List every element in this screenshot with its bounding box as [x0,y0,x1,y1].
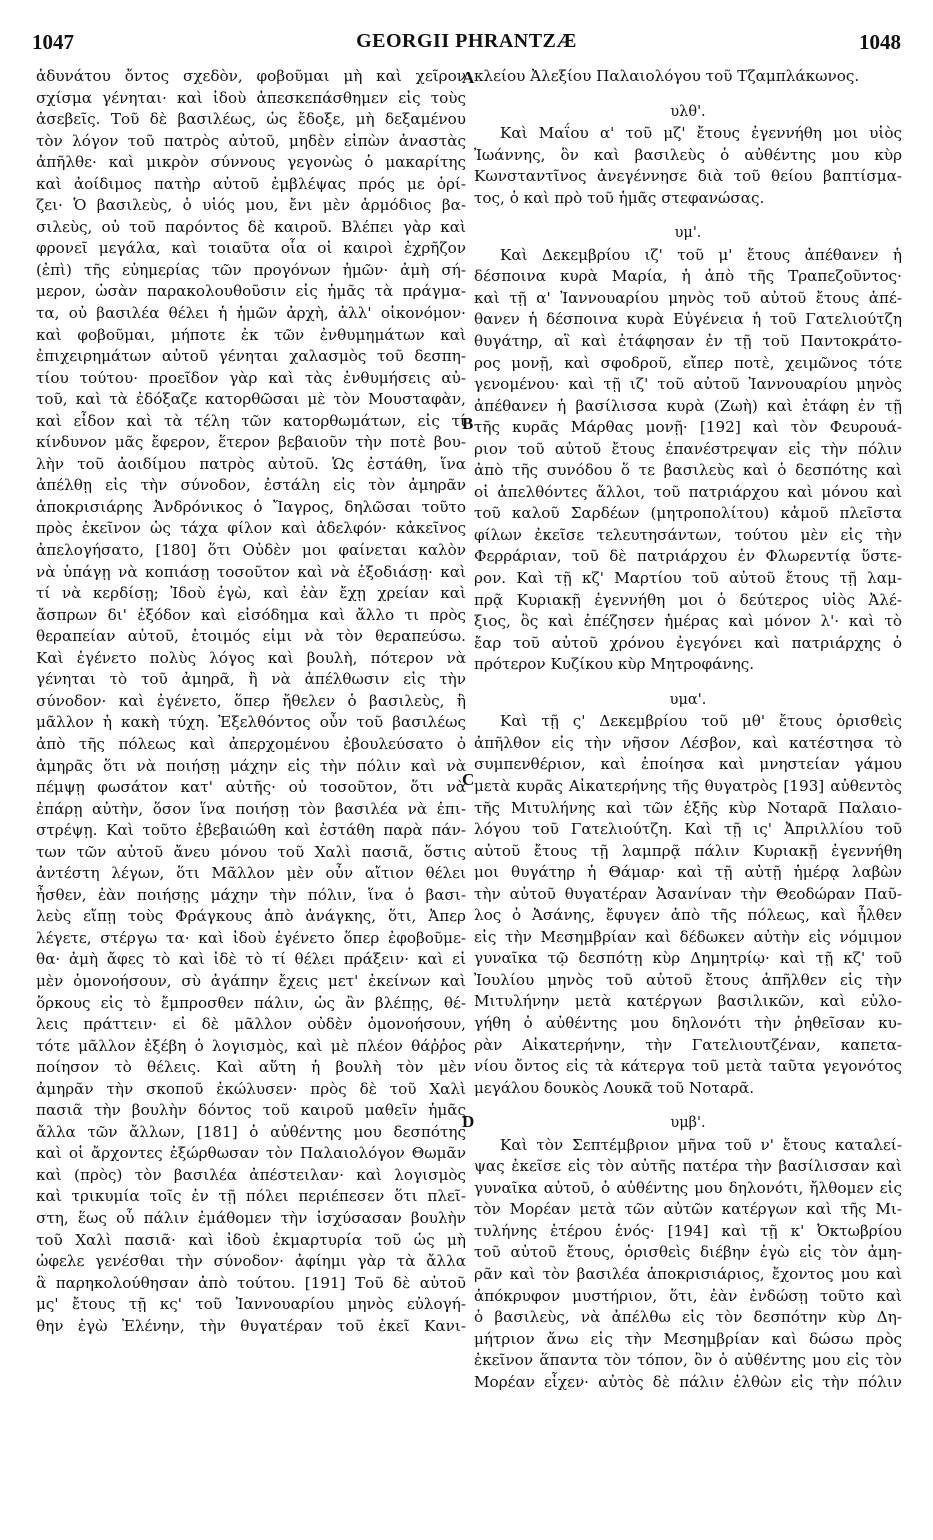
section-gap [474,209,902,223]
right-column [474,66,902,1393]
text-line: τοῦ, καὶ τὰ ἐδόξαζε κατορθῶσαι μὲ τὸν Μουσταφὰν, [36,390,466,409]
text-line: γενομένου· καὶ τῇ ιζ' τοῦ αὐτοῦ Ἰαννουαρίου μηνὸς [474,375,902,394]
margin-marker-a: A [462,68,475,87]
text-line: ἃ παρηκολούθησαν ἀπὸ τούτου. [191] Τοῦ δὲ αὐτοῦ [36,1273,466,1292]
text-line: Καὶ Μαΐου α' τοῦ μζ' ἔτους ἐγεννήθη μοι υἱὸς [500,124,902,143]
text-line: ἀμηρᾶν τὴν σκοποῦ ἐκώλυσεν· πρὸς δὲ τοῦ Χαλὶ [36,1079,466,1098]
text-line: πασιᾶ τὴν βουλὴν δόντος τοῦ καιροῦ μαθεῖν ἡμᾶς [36,1101,466,1120]
text-line: καὶ (πρὸς) τὸν βασιλέα ἀπέστειλαν· καὶ λογισμὸς [36,1165,466,1184]
section-number: υμα'. [669,691,707,708]
text-line: ἀποκρισιάρης Ἀνδρόνικος ὁ Ἴαγρος, δηλῶσαι τοῦτο [36,497,466,516]
text-line: ἀδυνάτου ὄντος σχεδὸν, φοβοῦμαι μὴ καὶ χεῖρον [36,67,466,85]
text-line: ρον. Καὶ τῇ κζ' Μαρτίου τοῦ αὐτοῦ ἔτους τῇ λαμ- [474,569,902,588]
text-line: καὶ εἶδον καὶ τὰ τέλη τῶν κατορθωμάτων, εἰς τί [36,411,466,430]
section-number: υλθ'. [670,103,706,120]
text-line: γυναῖκα τῷ δεσπότῃ κὺρ Δημητρίῳ· καὶ τῇ κζ' τοῦ [474,949,902,968]
text-line: ἐκεῖνον ἅπαντα τὸν τόπον, ὃν ὁ αὐθέντης μου εἰς τὸν [474,1351,902,1370]
text-line: τῆς κυρᾶς Μάρθας μονῇ· [192] καὶ τὸν Φευρουά- [474,418,902,437]
text-line: ρᾶν καὶ τὸν βασιλέα ἀποκρισιάριος, ἔχοντος μου καὶ [474,1264,902,1283]
text-line: ἀμηρᾶς ὅτι νὰ ποιήσῃ μάχην εἰς τὴν πόλιν καὶ νὰ [36,756,466,775]
text-line: μετὰ κυρᾶς Αἰκατερήνης τῆς θυγατρὸς [193] αὐθεντὸς [474,776,902,795]
text-line: Μορέαν εἶχεν· αὐτὸς δὲ πάλιν ἐλθὼν εἰς τὴν πόλιν [474,1372,902,1391]
text-line: γυναῖκα αὐτοῦ, ὁ αὐθέντης μου δηλονότι, ἤλθομεν εἰς [474,1178,902,1197]
text-line: καὶ οἱ ἄρχοντες ἐξώρθωσαν τὸν Παλαιολόγον Θωμᾶν [36,1144,466,1163]
text-line: λὴν τοῦ ἀοιδίμου πατρὸς αὐτοῦ. Ὡς ἐστάθη, ἵνα [36,454,466,473]
text-line: ξιος, ὃς καὶ ἐπέζησεν ἡμέρας καὶ μόνον λ'· καὶ τὸ [474,612,902,631]
text-line: στη, ἕως οὗ πάλιν ἐμάθομεν τὴν ἰσχύσασαν βουλὴν [36,1208,466,1227]
text-line: τῆς Μιτυλήνης καὶ τῶν ἑξῆς κὺρ Νοταρᾶ Παλαιο- [474,798,902,817]
text-line: πρᾷ Κυριακῇ ἐγεννήθη μοι ὁ δεύτερος υἱὸς Ἀλέ- [474,590,902,609]
margin-marker-b: B [462,414,474,433]
text-line: ζει· Ὁ βασιλεὺς, ὁ υἱός μου, ἔνι μὲν ἁρμόδιος βα- [36,196,466,215]
text-line: ἀπόκρυφον μυστήριον, ὅτι, ἐὰν ἐνδώσῃ τοῦτο καὶ [474,1286,902,1305]
running-title: GEORGII PHRANTZÆ [356,30,577,52]
text-line: θα· ἀμὴ ἄφες τὸ καὶ ἰδὲ τὸ τί θέλει πράξειν· καὶ εἰ [36,950,466,969]
text-line: κλείου Ἀλεξίου Παλαιολόγου τοῦ Τζαμπλάκωνος. [474,67,860,85]
text-line: ριον τοῦ αὐτοῦ ἔτους ἐπανέστρεψαν εἰς τὴν πόλιν [474,439,902,458]
text-line: τίου τούτου· προεῖδον γὰρ καὶ τὰς ἐνθυμήσεις αὐ- [36,368,466,387]
text-line: τί νὰ κερδίσῃ; Ἰδοὺ ἐγὼ, καὶ ἐὰν ἔχῃ χρείαν καὶ [36,584,466,603]
text-line: δέσποινα κυρὰ Μαρία, ἡ ἀπὸ τῆς Τραπεζοῦντος· [474,267,902,286]
text-line: τοῦ αὐτοῦ ἔτους, ὁρισθεὶς διέβην ἐγὼ εἰς τὸν ἀμη- [474,1243,902,1262]
text-line: τὴν αὐτοῦ θυγατέραν Ἀσανίναν τὴν Θεοδώραν Παῦ- [474,884,902,903]
text-line: θυγάτηρ, αἳ καὶ ἐτάφησαν ἐν τῇ τοῦ Παντοκράτο- [474,332,902,351]
text-line: ἔαρ τοῦ αὐτοῦ χρόνου ἐγεγόνει καὶ πατριάρχης ὁ [474,633,902,652]
text-line: Καὶ τῇ ς' Δεκεμβρίου τοῦ μθ' ἔτους ὁρισθεὶς [500,712,902,731]
text-line: γένηται τὸ τοῦ ἀμηρᾶ, ἢ νὰ ἀπέλθωσιν εἰς τὴν [36,670,466,689]
text-line: ἐπιχειρημάτων αὐτοῦ γένηται χαλασμὸς τοῦ δεσπη- [36,347,466,366]
text-line: μερον, ὡσὰν παρακολουθοῦσιν εἰς ἡμᾶς τὰ πράγμα- [36,282,466,301]
text-line: ἀπῆλθε· καὶ μικρὸν σύννους γεγονὼς ὁ μακαρίτης [36,153,466,172]
text-line: πέμψῃ φωσάτον κατ' αὐτῆς· οὐ τοσοῦτον, ὅτι νὰ [36,778,466,797]
section-gap [474,676,902,690]
text-line: συμπενθέριον, καὶ ἐποίησα καὶ μνηστείαν γάμου [474,755,902,774]
text-line: τὸν λόγον τοῦ πατρὸς αὐτοῦ, μηδὲν εἰπὼν ἀναστὰς [36,131,466,150]
text-line: ἄλλα τῶν ἄλλων, [181] ὁ αὐθέντης μου δεσπότης [36,1122,466,1141]
running-head [28,30,905,58]
text-line: ἀσεβεῖς. Τοῦ δὲ βασιλέως, ὡς ἔδοξε, μὴ δεξαμένου [36,110,466,129]
text-line: θην ἐγὼ Ἐλένην, τὴν θυγατέραν τοῦ ἐκεῖ Κανι- [36,1316,466,1335]
text-line: φίλων ἐκεῖσε τελευτησάντων, τούτου μὲν εἰς τὴν [474,525,902,544]
text-line: ὠφελε γενέσθαι τὴν σύνοδον· ἀφίημι γὰρ τὰ ἄλλα [36,1252,466,1271]
text-line: (ἐπὶ) τῆς εὐημερίας τῶν προγόνων ἡμῶν· ἀμὴ σή- [36,260,466,279]
text-line: λος ὁ Ἀσάνης, ἔφυγεν ἀπὸ τῆς πόλεως, καὶ ἦλθεν [474,906,902,925]
text-line: σιλεὺς, οὐ τοῦ παρόντος δὲ καιροῦ. Βλέπει γὰρ καὶ [36,217,466,236]
text-line: Καὶ Δεκεμβρίου ιζ' τοῦ μ' ἔτους ἀπέθανεν ἡ [500,245,902,264]
text-line: Καὶ ἐγένετο πολὺς λόγος καὶ βουλὴ, πότερον νὰ [36,648,466,667]
text-line: μς' ἔτους τῇ κς' τοῦ Ἰαννουαρίου μηνὸς εὐλογή- [36,1295,466,1314]
text-line: ἄσπρων δι' ἐξόδον καὶ εἰσόδημα καὶ ἄλλο τι πρὸς [36,605,466,624]
text-line: μοι θυγάτηρ ἡ Θάμαρ· καὶ τῇ αὐτῇ ἡμέρᾳ λαβὼν [474,863,902,882]
text-line: Ἰωάννης, ὃν καὶ βασιλεὺς ὁ αὐθέντης μου κὺρ [474,145,902,164]
text-line: μᾶλλον ἡ κακὴ τύχη. Ἐξελθόντος οὖν τοῦ βασιλέως [36,713,466,732]
text-line: ρὰν Αἰκατερήνην, τὴν Γατελιουτζέναν, καπετα- [474,1035,902,1054]
text-line: τὸν Μορέαν μετὰ τῶν αὐτῶν κατέργων καὶ τῆς Μι- [474,1200,902,1219]
text-line: καὶ ἀοίδιμος πατὴρ αὐτοῦ ἐμβλέψας πρός με ὁρί- [36,174,466,193]
text-line: κίνδυνον μᾶς ἔφερον, ἕτερον βεβαιοῦν τὴν ποτὲ βου- [36,433,466,452]
text-line: τοῦ Χαλὶ πασιᾶ· καὶ ἰδοὺ ἐκμαρτυρία τοῦ ὡς μὴ [36,1230,466,1249]
page-number-left: 1047 [32,30,74,54]
text-line: τος, ὁ καὶ πρὸ τοῦ ἡμᾶς στεφανώσας. [474,188,765,207]
left-column [36,66,466,1337]
text-line: ἀπῆλθον εἰς τὴν νῆσον Λέσβον, καὶ κατέστησα τὸ [474,733,902,752]
text-line: ρος μονῇ, καὶ σφοδροῦ, εἴπερ ποτὲ, χειμῶνος τότε [474,353,902,372]
text-line: θεραπείαν αὐτοῦ, ἑτοιμός εἰμι νὰ τὸν θεραπεύσω. [36,627,466,646]
text-line: ἀπέλθῃ εἰς τὴν σύνοδον, ἐστάλη εἰς τὸν ἀμηρᾶν [36,476,466,495]
text-line: λεὺς εἴπῃ τοὺς Φράγκους ἀπὸ ἀνάγκης, ὅτι, Ἀπερ [36,907,466,926]
text-line: Κωνσταντῖνος ἀνεγέννησε διὰ τοῦ θείου βαπτίσμα- [474,167,902,186]
text-line: Μιτυλήνην μετὰ κατέργων βασιλικῶν, καὶ εὐλο- [474,992,902,1011]
text-line: καὶ τῇ α' Ἰαννουαρίου μηνὸς τοῦ αὐτοῦ ἔτους ἀπέ- [474,288,902,307]
text-line: λέγετε, στέργω τα· καὶ ἰδοὺ ἐγένετο ὅπερ ἐφοβοῦμε- [36,928,466,947]
section-number: υμβ'. [670,1115,706,1132]
text-line: πρὸς ἐκεῖνον ὡς τάχα φίλον καὶ ἀδελφόν· κἀκεῖνος [36,519,466,538]
text-line: μεγάλου δουκὸς Λουκᾶ τοῦ Νοταρᾶ. [474,1078,755,1097]
text-line: λεις πράττειν· εἰ δὲ μᾶλλον οὐδὲν ὁμονοήσουν, [36,1015,466,1034]
text-line: μὲν ὁμονοήσουν, σὺ ἀγάπην ἔχεις μετ' ἐκείνων καὶ [36,971,466,990]
text-line: Ἰουλίου μηνὸς τοῦ αὐτοῦ ἔτους ἀπῆλθεν εἰς τὴν [474,970,902,989]
text-line: μήτριον ἄνω εἰς τὴν Μεσημβρίαν καὶ δώσω πρὸς [474,1329,902,1348]
text-line: ποίησον τὸ θέλεις. Καὶ αὕτη ἡ βουλὴ τὸν μὲν [36,1058,466,1077]
text-line: ὁ βασιλεὺς, νὰ ἀπέλθω εἰς τὸν δεσπότην κὺρ Δη- [474,1308,902,1327]
margin-marker-c: C [462,770,475,789]
text-line: Φερράριαν, τοῦ δὲ πατριάρχου ἐν Φλωρεντίᾳ ὕστε- [474,547,902,566]
text-line: καὶ φοβοῦμαι, μήποτε ἐκ τῶν ἐνθυμημάτων καὶ [36,325,466,344]
text-line: θανεν ἡ δέσποινα κυρὰ Εὐγένεια ἡ τοῦ Γατελιούτζη [474,310,902,329]
text-line: των τῶν αὐτοῦ ἄνευ μόνου τοῦ Χαλὶ πασιᾶ, ὅστις [36,842,466,861]
text-line: Καὶ τὸν Σεπτέμβριον μῆνα τοῦ ν' ἔτους καταλεί- [500,1135,902,1154]
text-line: νίου ὄντος εἰς τὰ κάτεργα τοῦ μετὰ ταῦτα γεγονότος [474,1057,902,1076]
page-number-right: 1048 [859,30,901,54]
text-line: ἀπελογήσατο, [180] ὅτι Οὐδὲν μοι φαίνεται καλὸν [36,541,466,560]
text-line: ἦσθεν, ἐὰν ποιήσῃς μάχην τὴν πόλιν, ἵνα ὁ βασι- [36,885,466,904]
text-line: τυλήνης ἑτέρου ἑνός· [194] καὶ τῇ κ' Ὀκτωβρίου [474,1221,902,1240]
text-line: τότε μᾶλλον ἐξέβη ὁ λογισμὸς, καὶ μὲ πλέον θάῤῥος [36,1036,466,1055]
text-line: ἀπὸ τῆς πόλεως καὶ ἀπερχομένου ἐβουλεύσατο ὁ [36,734,466,753]
text-line: αὐτοῦ ἔτους τῇ λαμπρᾷ πάλιν Κυριακῇ ἐγεννήθη [474,841,902,860]
text-line: ἐπάρῃ αὐτὴν, ὅσον ἵνα ποιήσῃ τὸν βασιλέα νὰ ἐπι- [36,799,466,818]
text-line: εἰς τὴν Μεσημβρίαν καὶ δέδωκεν αὐτὴν εἰς νόμιμον [474,927,902,946]
text-line: φρονεῖ μεγάλα, καὶ τοιαῦτα οἷα οἱ καιροὶ ἐχρῆζον [36,239,466,258]
text-line: στρέψῃ. Καὶ τοῦτο ἐβεβαιώθη καὶ ἐστάθη παρὰ πάν- [36,821,466,840]
text-line: ὅρκους εἰς τὸ ἔμπροσθεν πάλιν, ὡς ἂν βλέπῃς, θέ- [36,993,466,1012]
text-line: ψας ἐκεῖσε εἰς τὸν αὐτῆς πατέρα τὴν βασίλισσαν καὶ [474,1157,902,1176]
text-line: οἱ ἀπελθόντες ἄλλοι, τοῦ πατριάρχου καὶ μόνου καὶ [474,482,902,501]
text-line: ἀπέθανεν ἡ βασίλισσα κυρὰ (Ζωὴ) καὶ ἐτάφη ἐν τῇ [474,396,902,415]
margin-marker-d: D [462,1112,475,1131]
section-gap [474,1099,902,1113]
text-line: γήθη ὁ αὐθέντης μου δηλονότι τὴν ῥηθεῖσαν κυ- [474,1013,902,1032]
section-number: υμ'. [674,225,702,242]
text-line: πρότερον Κυζίκου κὺρ Μητροφάνης. [474,655,755,674]
text-line: ἀντέστη λέγων, ὅτι Μᾶλλον μὲν οὖν αἴτιον θέλει [36,864,466,883]
text-line: τα, οὐ βασιλέα θέλει ἡ ἡμῶν ἀρχὴ, ἀλλ' οἰκονόμον· [36,304,466,323]
text-line: νὰ ὑπάγῃ νὰ κοπιάσῃ τοσοῦτον καὶ νὰ ἐξοδιάσῃ· καὶ [36,562,466,581]
text-line: σχίσμα γένηται· καὶ ἰδοὺ ἀπεσκεπάσθημεν εἰς τοὺς [36,88,466,107]
section-gap [474,88,902,102]
text-line: τοῦ καλοῦ Σαρδέων (μητροπολίτου) κἀμοῦ πλεῖστα [474,504,902,523]
text-line: σύνοδον· καὶ ἐγένετο, ὅπερ ἤθελεν ὁ βασιλεὺς, ἢ [36,691,466,710]
text-line: ἀπὸ τῆς συνόδου ὅ τε βασιλεὺς καὶ ὁ δεσπότης καὶ [474,461,902,480]
text-line: καὶ τρικυμία τοῖς ἐν τῇ πόλει περιέπεσεν ὅτι πλεῖ- [36,1187,466,1206]
text-line: λόγου τοῦ Γατελιούτζη. Καὶ τῇ ις' Ἀπριλλίου τοῦ [474,820,902,839]
